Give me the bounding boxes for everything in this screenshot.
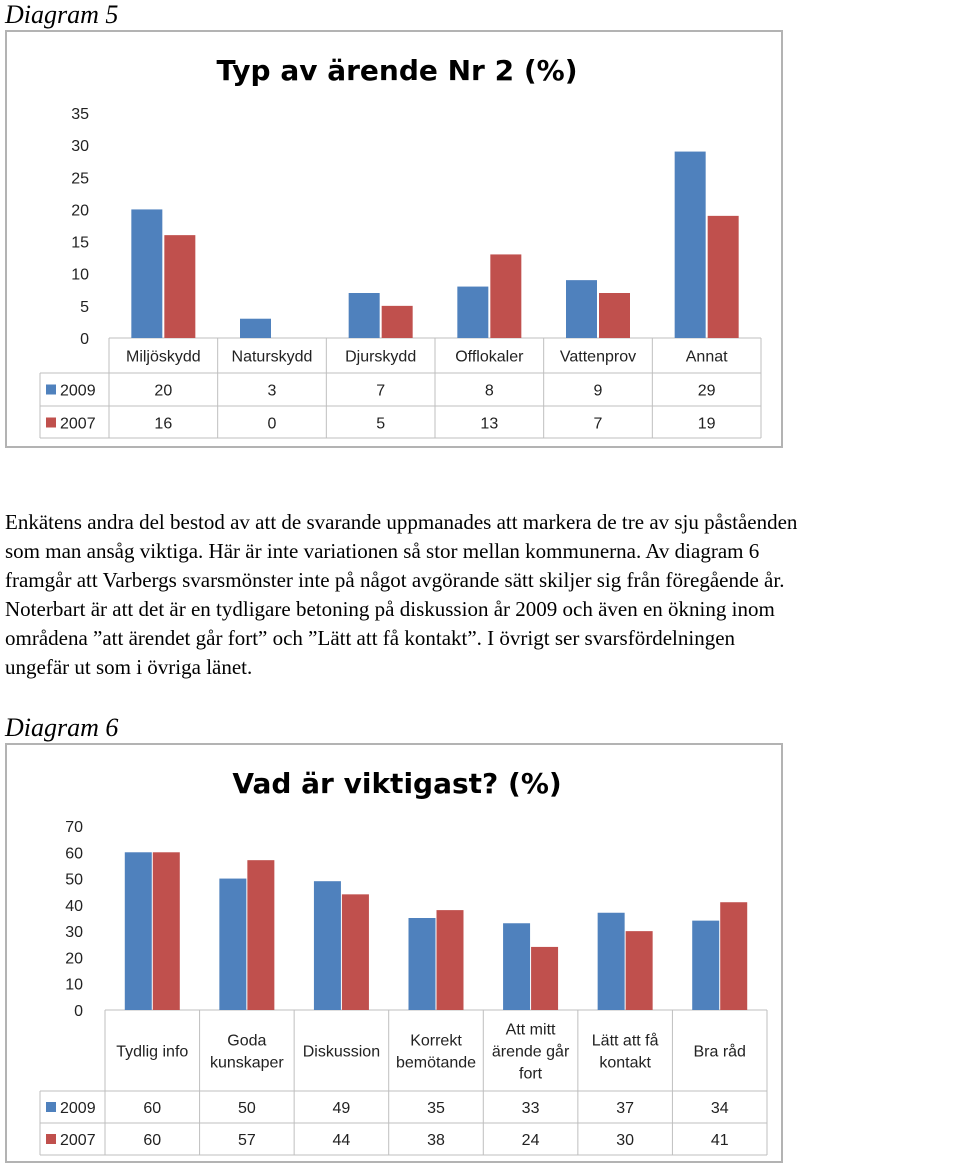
table-cell: 20 <box>154 382 173 400</box>
table-cell: 9 <box>593 382 603 400</box>
y-tick-label: 35 <box>71 106 89 123</box>
y-tick-label: 70 <box>65 819 83 836</box>
category-label: Diskussion <box>302 1043 381 1061</box>
table-cell: 13 <box>480 415 499 433</box>
y-tick-label: 0 <box>80 331 89 348</box>
category-label: ärende går <box>491 1043 570 1061</box>
chart-title: Vad är viktigast? (%) <box>232 767 562 800</box>
bar-2007-2 <box>342 894 369 1010</box>
table-cell: 3 <box>267 382 277 400</box>
category-label: Korrekt <box>410 1032 462 1050</box>
table-cell: 57 <box>237 1132 256 1149</box>
bar-2007-4 <box>599 293 630 338</box>
diagram-5-heading: Diagram 5 <box>5 0 119 29</box>
table-cell: 49 <box>332 1100 351 1117</box>
y-tick-label: 40 <box>65 897 83 915</box>
diagram-5-chart <box>5 30 783 448</box>
paragraph-line: Noterbart är att det är en tydligare betoning på diskussion år 2009 och även en ökning inom <box>5 597 775 621</box>
table-cell: 38 <box>427 1132 445 1149</box>
bar-2009-5 <box>675 152 706 338</box>
y-tick-label: 30 <box>71 138 89 156</box>
y-tick-label: 50 <box>65 871 83 889</box>
category-label: kunskaper <box>209 1054 284 1072</box>
table-cell: 5 <box>376 415 386 433</box>
body-paragraph <box>5 508 960 682</box>
category-label: kontakt <box>599 1054 651 1072</box>
table-cell: 8 <box>484 382 494 400</box>
table-cell: 41 <box>710 1132 729 1149</box>
category-label: Bra råd <box>693 1043 746 1061</box>
category-label: Naturskydd <box>231 348 313 366</box>
category-label: Miljöskydd <box>125 348 201 366</box>
bar-2009-3 <box>409 918 436 1010</box>
table-cell: 44 <box>332 1132 351 1149</box>
legend-label: 2007 <box>60 415 96 433</box>
table-cell: 24 <box>521 1132 540 1149</box>
y-tick-label: 25 <box>71 170 89 188</box>
legend-swatch-2009 <box>46 385 56 395</box>
bar-2009-2 <box>349 293 380 338</box>
y-tick-label: 20 <box>65 950 83 968</box>
category-label: Lätt att få <box>591 1032 659 1050</box>
bar-2007-4 <box>531 947 558 1010</box>
chart-title: Typ av ärende Nr 2 (%) <box>216 54 578 87</box>
table-cell: 60 <box>143 1100 162 1117</box>
bar-2007-0 <box>164 235 195 338</box>
legend-swatch-2009 <box>46 1102 56 1112</box>
bar-2009-0 <box>125 852 152 1010</box>
paragraph-line: framgår att Varbergs svarsmönster inte på något avgörande sätt skiljer sig från föregående år. <box>5 568 785 592</box>
category-label: Offlokaler <box>455 348 524 366</box>
table-cell: 16 <box>154 415 173 433</box>
bar-2007-1 <box>247 860 274 1010</box>
paragraph-line: som man ansåg viktiga. Här är inte variationen så stor mellan kommunerna. Av diagram 6 <box>5 539 760 563</box>
bar-2009-0 <box>131 209 162 338</box>
y-tick-label: 30 <box>65 924 83 942</box>
category-label: Annat <box>685 348 728 366</box>
y-tick-label: 0 <box>74 1003 83 1020</box>
bar-2009-6 <box>692 921 719 1010</box>
bar-2007-5 <box>626 931 653 1010</box>
table-cell: 19 <box>697 415 716 433</box>
paragraph-line: Enkätens andra del bestod av att de svarande uppmanades att markera de tre av sju påståenden <box>5 510 798 534</box>
table-cell: 7 <box>593 415 603 433</box>
category-label: Djurskydd <box>345 348 417 366</box>
table-cell: 60 <box>143 1132 162 1149</box>
y-tick-label: 10 <box>65 976 83 994</box>
y-tick-label: 60 <box>65 845 83 863</box>
bar-2009-2 <box>314 881 341 1010</box>
table-cell: 33 <box>521 1100 540 1117</box>
y-tick-label: 20 <box>71 202 89 220</box>
table-cell: 37 <box>616 1100 635 1117</box>
legend-label: 2009 <box>60 382 96 400</box>
table-cell: 0 <box>267 415 277 433</box>
table-cell: 29 <box>697 382 716 400</box>
bar-2009-4 <box>503 923 530 1010</box>
table-cell: 35 <box>427 1100 445 1117</box>
bar-2007-5 <box>708 216 739 338</box>
bar-2007-2 <box>382 306 413 338</box>
diagram-6-svg <box>7 745 781 1161</box>
paragraph-line: ungefär ut som i övriga länet. <box>5 655 253 679</box>
category-label: Vattenprov <box>559 348 637 366</box>
bar-2009-3 <box>457 287 488 338</box>
table-cell: 34 <box>710 1100 729 1117</box>
category-label: Tydlig info <box>116 1043 189 1061</box>
y-tick-label: 10 <box>71 266 89 284</box>
bar-2009-4 <box>566 280 597 338</box>
diagram-6-heading: Diagram 6 <box>5 713 119 742</box>
diagram-6-chart <box>5 743 783 1163</box>
category-label: Goda <box>227 1032 267 1050</box>
legend-label: 2007 <box>60 1132 96 1149</box>
bar-2009-1 <box>219 879 246 1010</box>
y-tick-label: 15 <box>71 234 89 252</box>
category-label: fort <box>519 1065 543 1083</box>
diagram-5-svg <box>7 32 781 446</box>
bar-2009-1 <box>240 319 271 338</box>
category-label: bemötande <box>395 1054 477 1072</box>
bar-2007-3 <box>490 254 521 338</box>
bar-2007-6 <box>720 902 747 1010</box>
table-cell: 7 <box>376 382 386 400</box>
category-label: Att mitt <box>505 1021 556 1039</box>
bar-2007-0 <box>153 852 180 1010</box>
y-tick-label: 5 <box>80 298 89 316</box>
table-cell: 50 <box>237 1100 256 1117</box>
table-cell: 30 <box>616 1132 635 1149</box>
paragraph-line: områdena ”att ärendet går fort” och ”Lätt att få kontakt”. I övrigt ser svarsfördelningen <box>5 626 736 650</box>
legend-swatch-2007 <box>46 418 56 428</box>
bar-2009-5 <box>598 913 625 1010</box>
legend-label: 2009 <box>60 1100 96 1117</box>
legend-swatch-2007 <box>46 1134 56 1144</box>
bar-2007-3 <box>437 910 464 1010</box>
